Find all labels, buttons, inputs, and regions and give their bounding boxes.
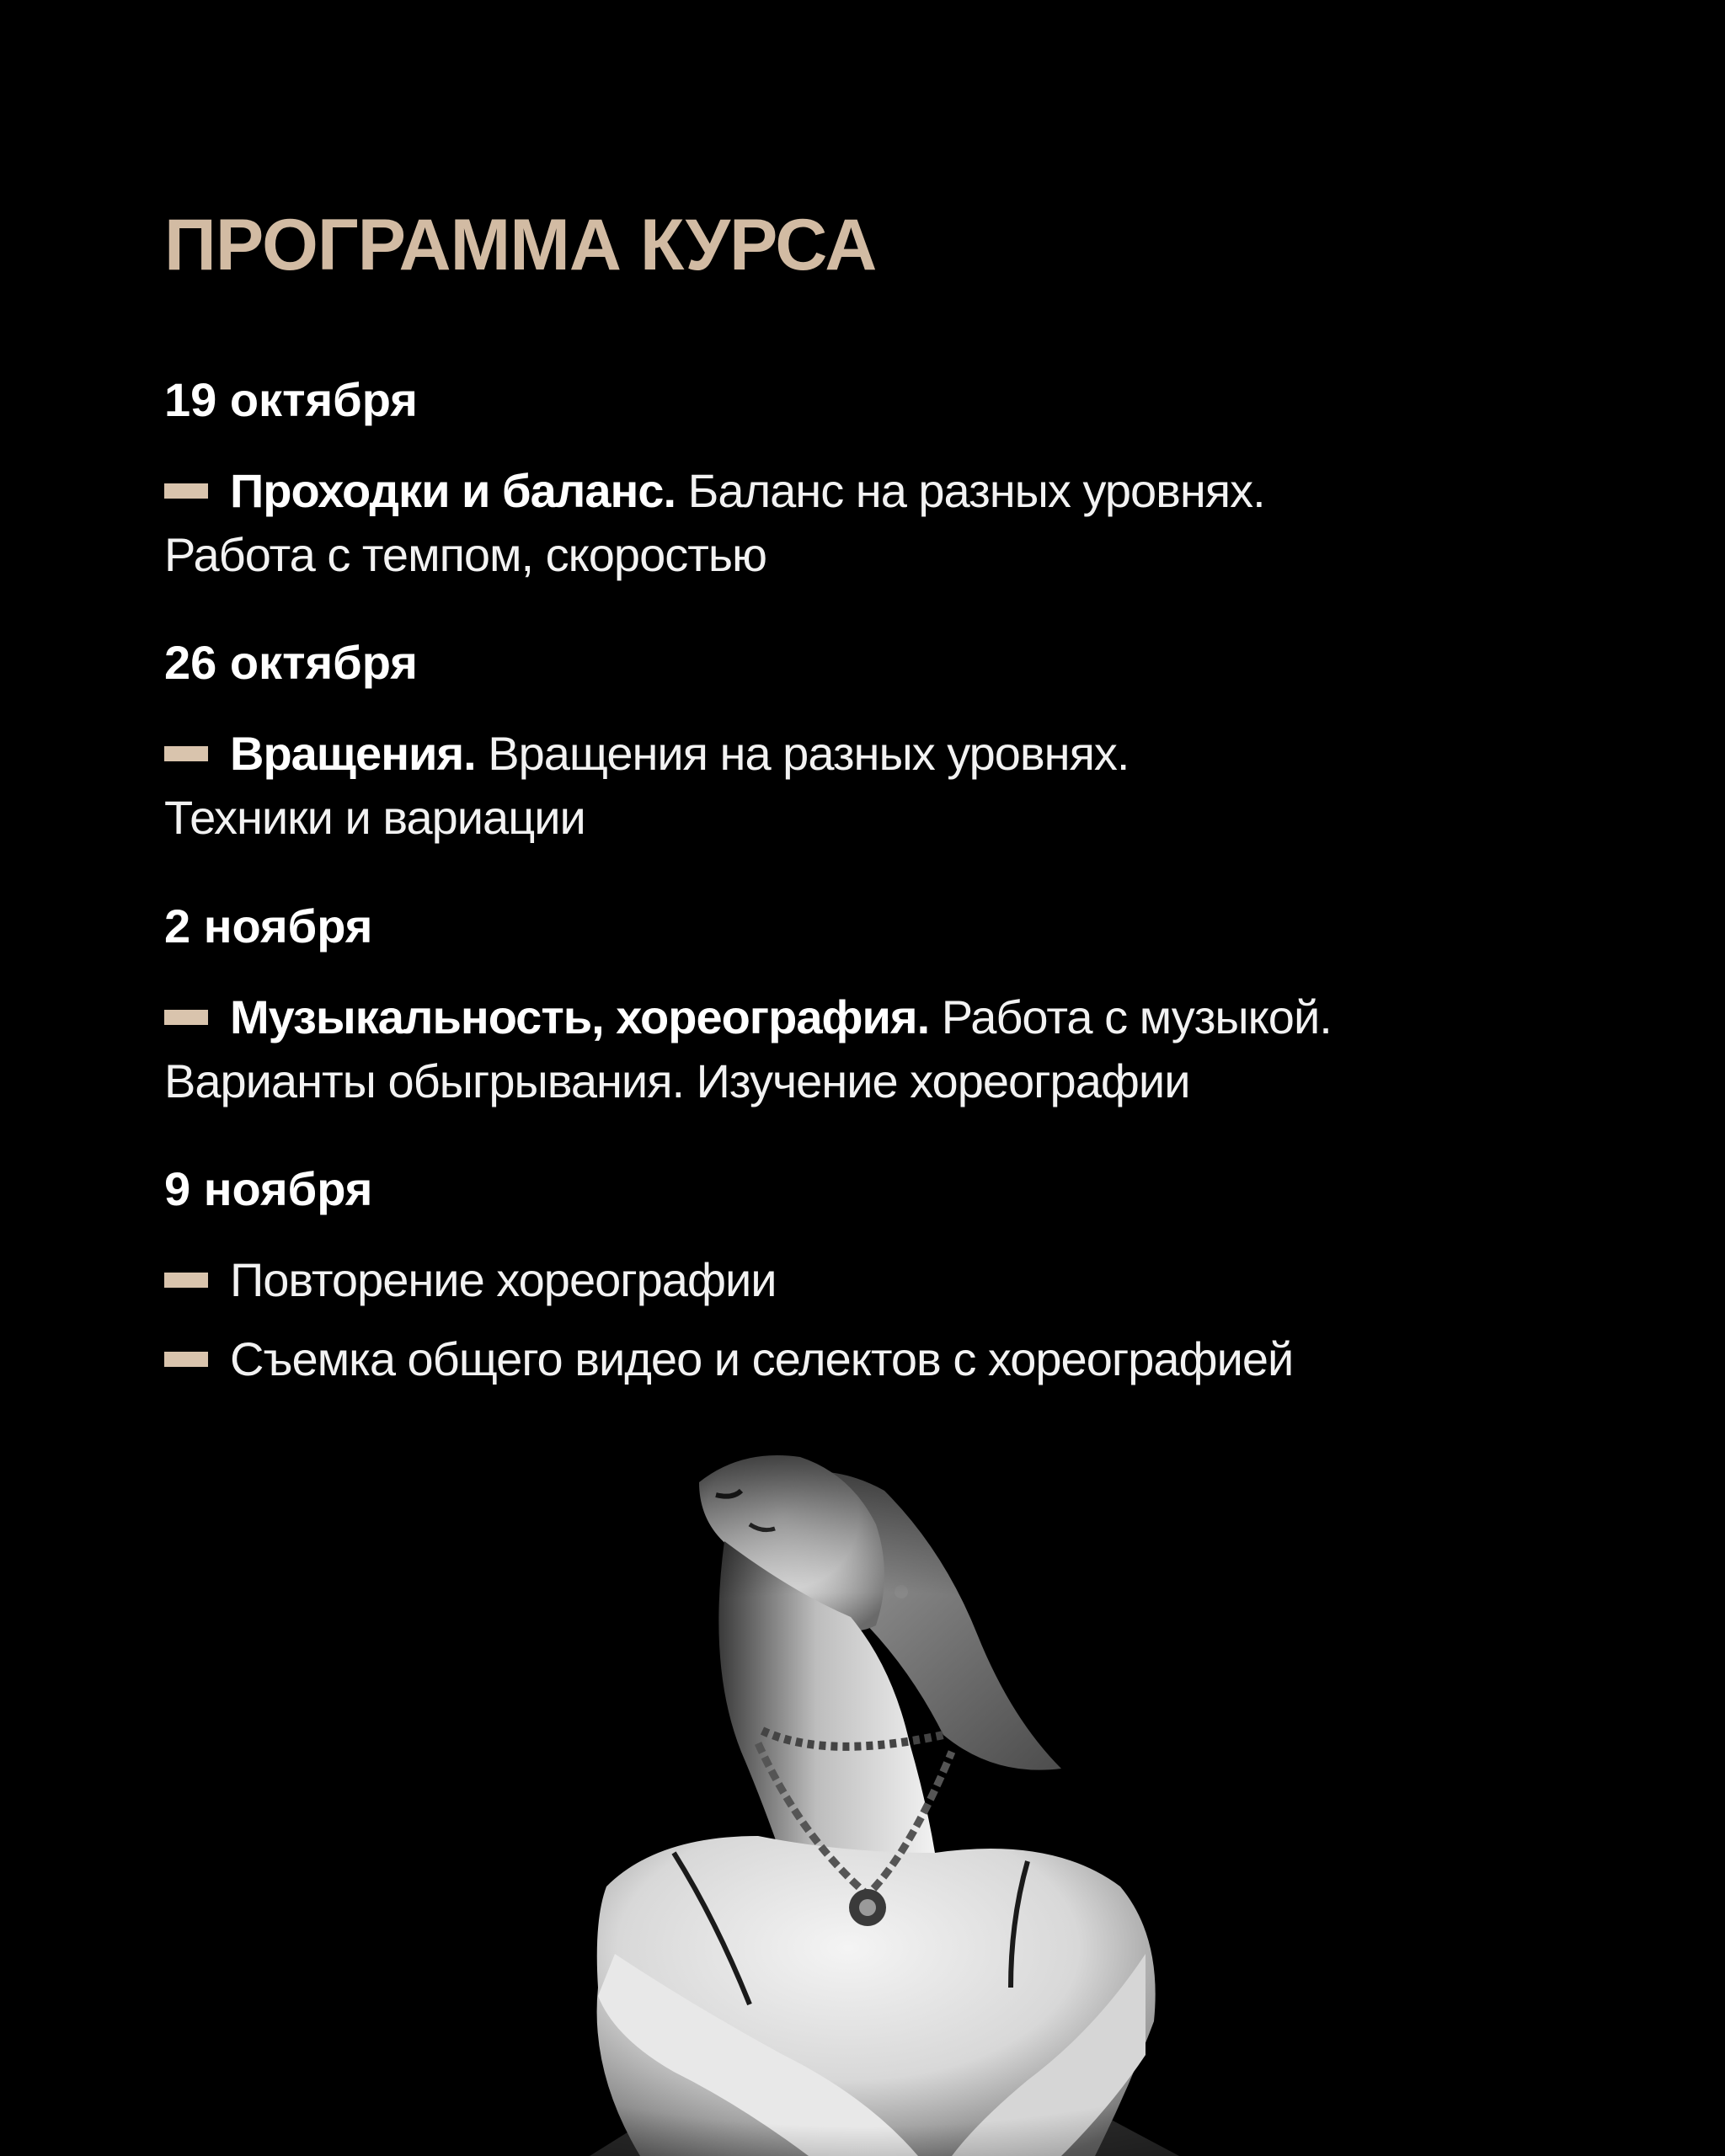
program-item [164,985,1596,1113]
section-date: 2 ноября [164,899,373,953]
item-text: Работа с музыкой. [929,990,1332,1043]
item-text: Вращения на разных уровнях. [475,727,1130,780]
item-text-continued: Работа с темпом, скоростью [164,528,767,581]
program-section-2 [164,636,1596,850]
section-date: 19 октября [164,373,418,426]
program-section-1 [164,373,1596,587]
item-title: Проходки и баланс. [230,464,676,517]
program-item [164,1327,1596,1391]
program-section-3 [164,899,1596,1113]
page-title: ПРОГРАММА КУРСА [164,205,877,286]
dash-bullet-icon [164,483,208,499]
item-title: Вращения. [230,727,476,780]
item-text: Съемка общего видео и селектов с хореографией [230,1332,1294,1385]
section-date: 26 октября [164,636,418,689]
dash-bullet-icon [164,746,208,761]
dancer-photo [0,1415,1725,2156]
program-section-4 [164,1162,1596,1391]
program-item [164,722,1596,850]
item-text: Повторение хореографии [230,1253,777,1306]
item-text: Баланс на разных уровнях. [676,464,1265,517]
item-title: Музыкальность, хореография. [230,990,930,1043]
section-date: 9 ноября [164,1162,373,1215]
item-text-continued: Техники и вариации [164,791,585,844]
dash-bullet-icon [164,1352,208,1367]
program-item [164,459,1596,587]
dash-bullet-icon [164,1010,208,1025]
item-text-continued: Варианты обыгрывания. Изучение хореографии [164,1054,1190,1107]
program-item [164,1248,1596,1312]
dash-bullet-icon [164,1273,208,1288]
